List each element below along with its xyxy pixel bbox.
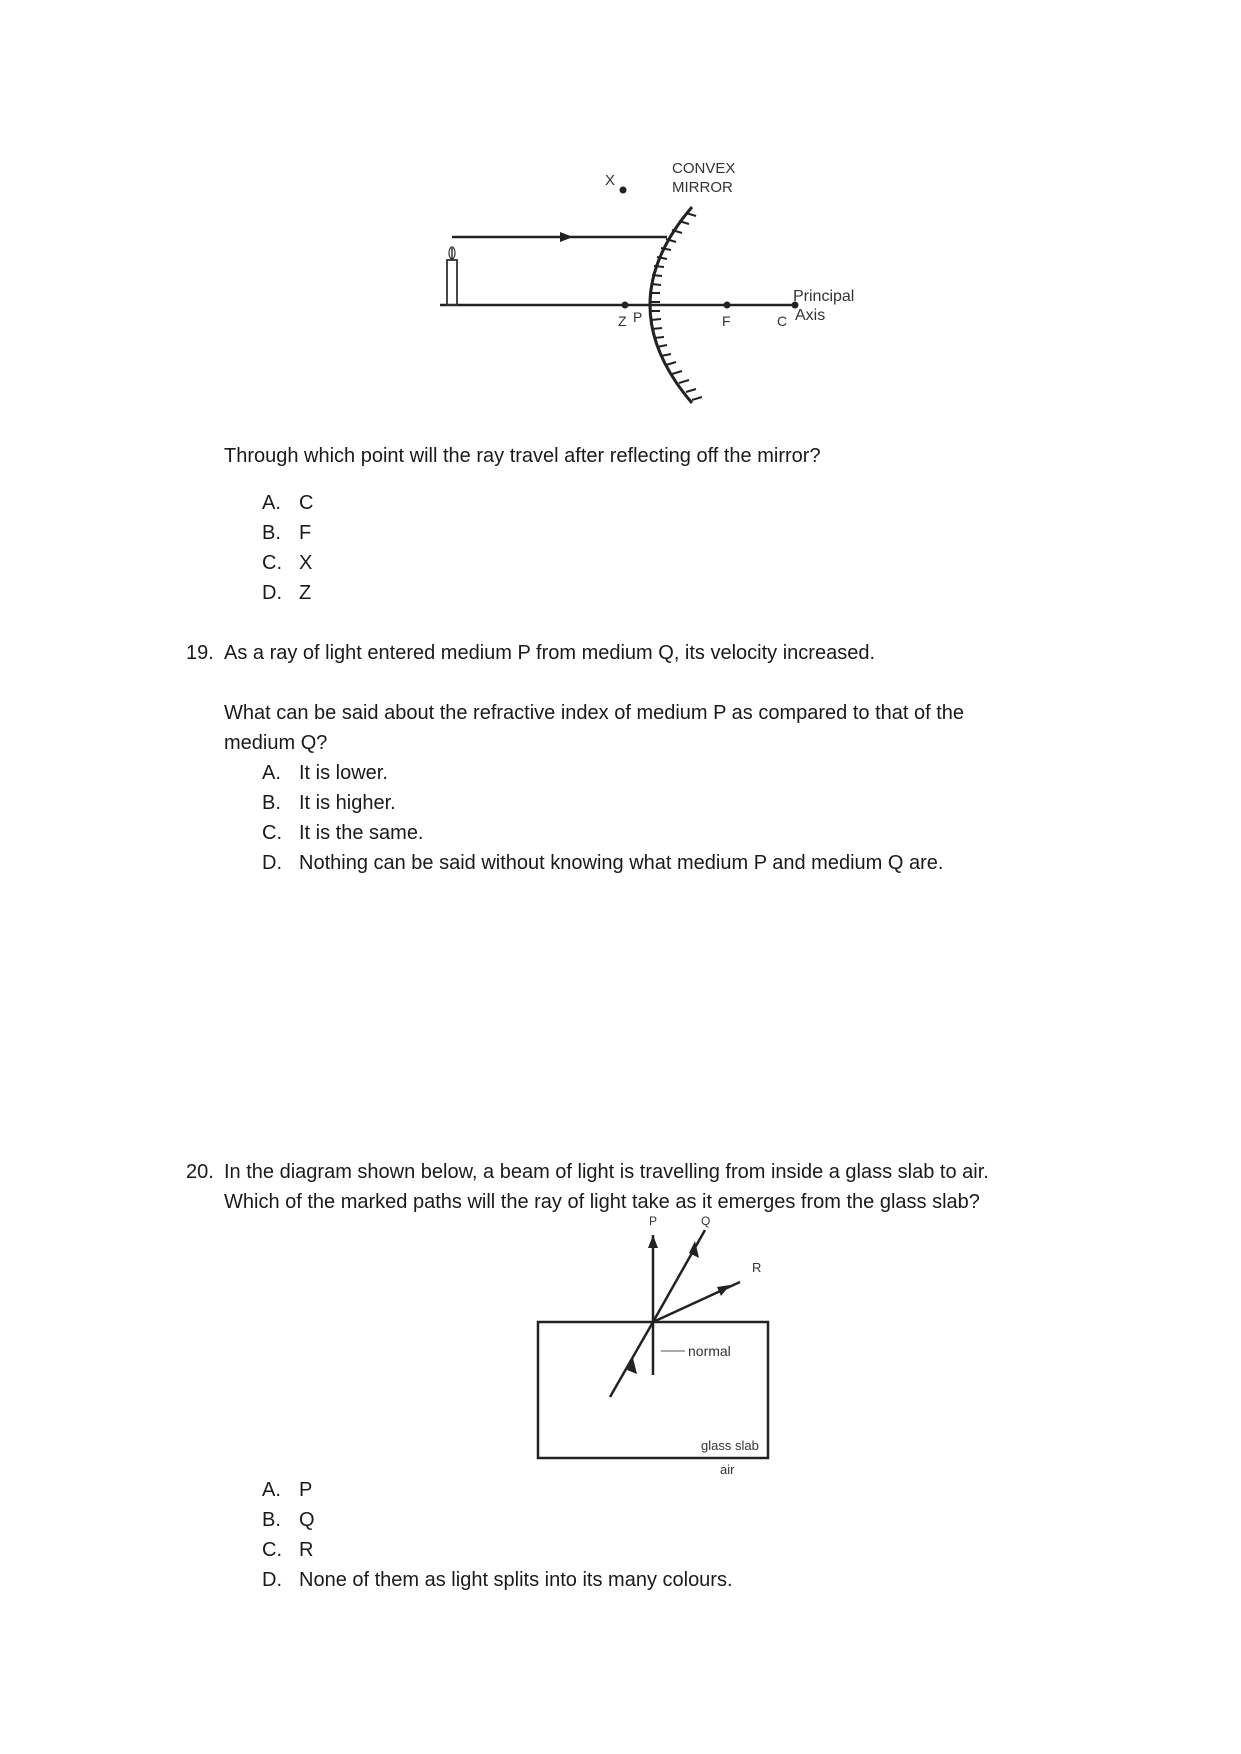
option-text: P xyxy=(299,1479,313,1501)
option-text: Q xyxy=(299,1509,315,1531)
label-p: P xyxy=(633,309,643,325)
option-letter: B. xyxy=(262,792,281,814)
q19-line1: As a ray of light entered medium P from medium Q, its velocity increased. xyxy=(224,642,876,664)
q19-number: 19. xyxy=(186,642,214,664)
label-convex: CONVEX xyxy=(672,160,736,177)
label-path-p: P xyxy=(649,1215,658,1228)
option-letter: A. xyxy=(262,492,281,514)
label-normal: normal xyxy=(688,1343,731,1359)
label-c: C xyxy=(777,313,788,329)
glass-slab-diagram xyxy=(530,1215,800,1480)
option-letter: D. xyxy=(262,852,282,874)
option-text: It is lower. xyxy=(299,762,388,784)
label-f: F xyxy=(722,313,731,329)
q20-line1: In the diagram shown below, a beam of light is travelling from inside a glass slab to air. xyxy=(224,1161,989,1183)
option-text: X xyxy=(299,552,313,574)
q18-option-c xyxy=(262,548,312,578)
option-text: F xyxy=(299,522,312,544)
label-path-r: R xyxy=(752,1260,762,1275)
option-text: Nothing can be said without knowing what medium P and medium Q are. xyxy=(299,852,944,874)
q20-option-c xyxy=(262,1535,313,1565)
option-letter: B. xyxy=(262,522,281,544)
label-z: Z xyxy=(618,313,627,329)
q19-option-a xyxy=(262,758,388,788)
label-path-q: Q xyxy=(701,1215,711,1228)
option-letter: D. xyxy=(262,582,282,604)
option-text: C xyxy=(299,492,314,514)
label-glass-slab: glass slab xyxy=(701,1438,759,1453)
option-text: It is the same. xyxy=(299,822,424,844)
option-text: Z xyxy=(299,582,312,604)
q18-option-d xyxy=(262,578,311,608)
option-letter: D. xyxy=(262,1569,282,1591)
label-principal: Principal xyxy=(793,288,855,305)
option-letter: C. xyxy=(262,822,282,844)
q18-option-b xyxy=(262,518,311,548)
q18-option-a xyxy=(262,488,313,518)
q20-option-a xyxy=(262,1475,312,1505)
label-air: air xyxy=(720,1462,735,1477)
candle-object-icon xyxy=(447,247,457,305)
option-letter: C. xyxy=(262,1539,282,1561)
q19-option-c xyxy=(262,818,424,848)
q20-option-d xyxy=(262,1565,733,1595)
q19-line3: medium Q? xyxy=(224,732,328,754)
option-letter: C. xyxy=(262,552,282,574)
label-axis: Axis xyxy=(795,307,826,324)
label-x: X xyxy=(605,172,616,189)
q20-option-b xyxy=(262,1505,315,1535)
option-letter: A. xyxy=(262,1479,281,1501)
convex-mirror-diagram xyxy=(430,155,890,415)
q20-number: 20. xyxy=(186,1161,214,1183)
q18-question: Through which point will the ray travel after reflecting off the mirror? xyxy=(224,445,821,467)
option-text: It is higher. xyxy=(299,792,396,814)
option-letter: B. xyxy=(262,1509,281,1531)
option-text: R xyxy=(299,1539,314,1561)
q19-option-d xyxy=(262,848,943,878)
option-text: None of them as light splits into its many colours. xyxy=(299,1569,733,1591)
q19-option-b xyxy=(262,788,396,818)
label-mirror: MIRROR xyxy=(672,179,733,196)
q20-line2: Which of the marked paths will the ray of light take as it emerges from the glass slab? xyxy=(224,1191,980,1213)
q19-line2: What can be said about the refractive index of medium P as compared to that of the xyxy=(224,702,965,724)
option-letter: A. xyxy=(262,762,281,784)
